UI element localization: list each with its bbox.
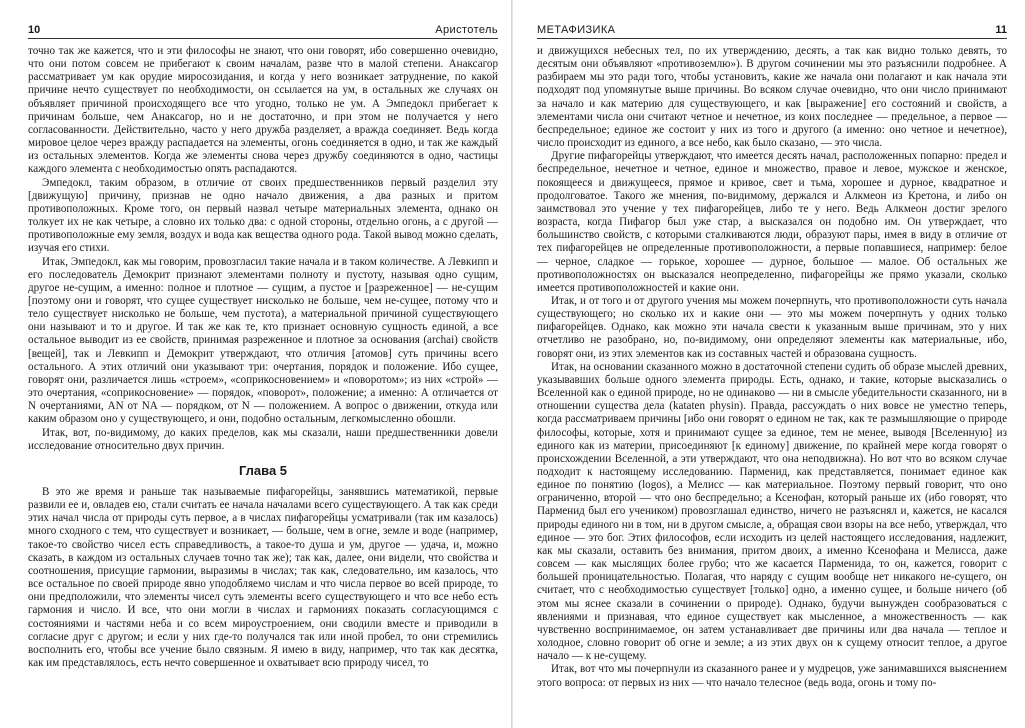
paragraph: точно так же кажется, что и эти философы не знают, что они говорят, ибо совершенно очевидно, что они потом совсем не прибегают к своим началам, разве что в малой степени. Анаксагор рассматривает ум как орудие миросозидания, и когда у него возникает затруднение, по какой причине нечто существует по необходимости, он ссылается на ум, в остальных же случаях он объявляет причиной происходящего все что угодно, только не ум. А Эмпедокл прибегает к причинам больше, чем Анаксагор, но и не достаточно, и при этом не получается у него согласованности. Действительно, часто у него дружба разделяет, а вражда соединяет. Ведь когда мировое целое через вражду распадается на элементы, огонь соединяется в одно, и так же каждый из остальных элементов. Когда же элементы снова через дружбу соединяются в одно, частицы каждого элемента с необходимостью опять распадаются. — [28, 45, 498, 176]
paragraph: Другие пифагорейцы утверждают, что имеется десять начал, расположенных попарно: предел и беспредельное, нечетное и четное, единое и множество, правое и левое, мужское и женское, покоящееся и движущееся, прямое и кривое, свет и тьма, хорошее и дурное, квадратное и продолговатое. Такого же мнения, по-видимому, держался и Алкмеон из Кретона, и либо он заимствовал это учение у тех пифагорейцев, либо те у него. Ведь Алкмеон достиг зрелого возраста, когда Пифагор был уже стар, а высказался он подобно им. Он утверждает, что большинство свойств, с которыми сталкиваются люди, образуют пары, имея в виду в отличие от тех пифагорейцев не определенные противоположности, а первые попавшиеся, например: белое — черное, сладкое — горькое, хорошее — дурное, большое — малое. Об остальных же противоположностях он высказался неопределенно, пифагорейцы же прямо указали, сколько имеется противоположностей и какие они. — [537, 150, 1007, 294]
left-page-header — [28, 14, 498, 39]
paragraph: и движущихся небесных тел, по их утверждению, десять, а так как видно только девять, то десятым они объявляют «противоземлю»). В другом сочинении мы это разъяснили подробнее. А разбираем мы это ради того, чтобы установить, какие же начала они полагают и как начала эти подходят под упомянутые выше причины. Во всяком случае очевидно, что они число принимают за начало и как материю для существующего, и как [выражение] его состояний и свойств, а элементами числа они считают четное и нечетное, из коих последнее — предельное, а первое — беспредельное; единое же состоит у них из того и другого (а именно: оно четное и нечетное), число происходит из единого, а все небо, как было сказано, — это числа. — [537, 45, 1007, 150]
running-title: Аристотель — [435, 24, 498, 36]
right-page-header — [537, 14, 1007, 39]
running-title: МЕТАФИЗИКА — [537, 24, 616, 36]
paragraph: Итак, вот, по-видимому, до каких пределов, как мы сказали, наши предшественники довели исследование относительно двух причин. — [28, 426, 498, 452]
paragraph: Итак, вот что мы почерпнули из сказанного ранее и у мудрецов, уже занимавшихся выяснением этого вопроса: от первых из них — что начало телесное (ведь вода, огонь и тому по- — [537, 663, 1007, 689]
paragraph: Итак, Эмпедокл, как мы говорим, провозгласил такие начала и в таком количестве. А Левкипп и его последователь Демокрит признают элементами полноту и пустоту, называя одно сущим, другое не-сущим, а именно: полное и плотное — сущим, а пустое и [разреженное] — не-сущим [поэтому они и говорят, что сущее существует нисколько не больше, чем не-сущее, потому что и тело существует нисколько не больше, чем пустота), а материальной причиной существующего они называют и то и другое. И так же как те, кто признает основную сущность единой, а все остальное выводит из ее свойств, принимая разреженное и плотное за основания (archai) свойств [вещей], так и Левкипп и Демокрит утверждают, что отличия [атомов] суть причины всего остального. А этих отличий они указывают три: очертания, порядок и положение. Ибо сущее, говорят они, различается лишь «строем», «соприкосновением» и «поворотом»; из них «строй» — это очертания, «соприкосновение» — порядок, «поворот», положение; а именно: А отличается от N очертаниями, AN от NA — порядком, от N — положением. А вопрос о движении, откуда или каким образом оно у существующего, и они, подобно остальным, легкомысленно обошли. — [28, 255, 498, 426]
page-number: 11 — [995, 24, 1007, 36]
left-body-text — [28, 45, 498, 670]
paragraph: Итак, на основании сказанного можно в достаточной степени судить об образе мыслей древних, указывавших больше одного элемента природы. Есть, однако, и такие, которые высказались о Вселенной как о единой природе, но не одинаково — ни в смысле убедительности сказанного, ни в отношении существа дела (kataten physin). Правда, рассуждать о них вовсе не уместно теперь, когда рассматриваем причины [ибо они говорят о едином не так, как те размышляющие о природе философы, которые, хотя и принимают сущее за единое, тем не менее, выводя [Вселенную] из единого как из материи, присоединяют [к единому] движение, по крайней мере когда говорят о происхождении Вселенной, а эти утверждают, что она неподвижна). Но вот что во всяком случае подходит к настоящему исследованию. Парменид, как представляется, понимает единое как единое по понятию (logos), а Мелисс — как материальное. Поэтому первый говорит, что оно ограниченно, второй — что оно беспредельно; а Ксенофан, который раньше их (ибо говорят, что Парменид был его учеником) провозглашал единство, ничего не разъяснял и, кажется, не касался природы единого ни в том, ни в другом смысле, а, обращая свои взоры на все небо, утверждал, что единое — это бог. Этих философов, если исходить из целей настоящего исследования, надлежит, как мы сказали, оставить без внимания, притом двоих, а именно Ксенофана и Мелисса, даже совсем — как мыслящих более грубо; что же касается Парменида, то он, кажется, говорит с большей проницательностью. Полагая, что наряду с сущим вообще нет никакого не-сущего, он считает, что с необходимостью существует [только] одно, а именно сущее, и больше ничего (об этом мы яснее сказали в сочинении о природе). Однако, будучи вынужден сообразоваться с явлениями и признавая, что единое существует как мысленное, а множественность — как чувственно воспринимаемое, он затем устанавливает две причины или два начала — теплое и холодное, словно говорит об огне и земле; а из этих двух он к сущему относит теплое, а другое начало — к не-сущему. — [537, 360, 1007, 663]
paragraph: В это же время и раньше так называемые пифагорейцы, занявшись математикой, первые развили ее и, овладев ею, стали считать ее начала началами всего существующего. А так как среди этих начал числа от природы суть первое, а в числах пифагорейцы усматривали (так им казалось) много сходного с тем, что существует и возникает, — больше, чем в огне, земле и воде (например, такое-то свойство чисел есть справедливость, а такое-то душа и ум, другое — удача, и, можно сказать, в каждом из остальных случаев точно так же); так как, далее, они видели, что свойства и соотношения, присущие гармонии, выразимы в числах; так как, следовательно, им казалось, что все остальное по своей природе явно уподобляемо числам и что числа первое во всей природе, то они предположили, что элементы чисел суть элементы всего существующего и что все небо есть гармония и число. И все, что они могли в числах и гармониях показать согласующимся с состояниями и частями неба и со всем мироустроением, они сводили вместе и приводили в согласие друг с другом; и если у них где-то получался так или иной пробел, то они стремились восполнить его, чтобы все учение было связным. Я имею в виду, например, что так как десятка, как им представлялось, есть нечто совершенное и охватывает всю природу чисел, то — [28, 486, 498, 670]
left-page — [0, 0, 512, 728]
chapter-heading: Глава 5 — [238, 462, 288, 478]
page-number: 10 — [28, 24, 41, 36]
paragraph: Итак, и от того и от другого учения мы можем почерпнуть, что противоположности суть начала существующего; но сколько их и какие они — это мы можем почерпнуть у одних только пифагорейцев. Однако, как можно эти начала свести к указанным выше причинам, это у них отчетливо не разобрано, но, по-видимому, они определяют элементы как материальные, ибо, говорят они, из этих элементов как из составных частей и образована сущность. — [537, 294, 1007, 360]
right-body-text — [537, 45, 1007, 690]
right-page — [513, 0, 1025, 728]
paragraph: Эмпедокл, таким образом, в отличие от своих предшественников первый разделил эту [движущую] причину, признав не одно начало движения, а два разных и притом противоположных. Кроме того, он первый назвал четыре материальных элемента, однако он толкует их не как четыре, а словно их только два: с одной стороны, отдельно огонь, а с другой — противоположные ему земля, воздух и вода как вещества одного рода. Такой вывод можно сделать, изучая его стихи. — [28, 176, 499, 255]
